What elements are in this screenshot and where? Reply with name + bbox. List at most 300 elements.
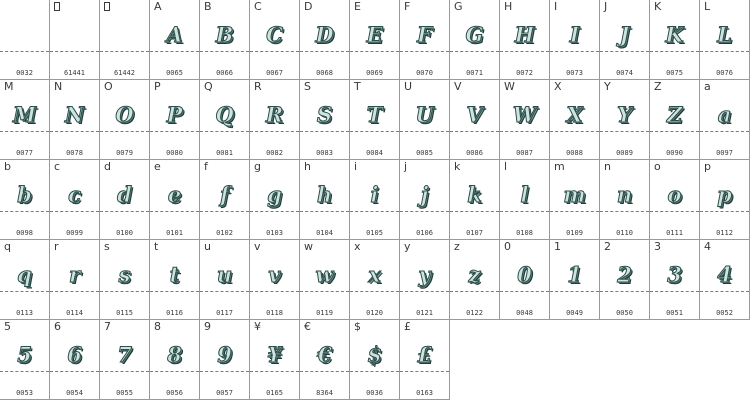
- glyph-preview: v: [268, 262, 281, 287]
- character-code: 0049: [566, 309, 583, 317]
- character-code: 0070: [416, 69, 433, 77]
- baseline-guide: [50, 211, 99, 212]
- glyph-cell[interactable]: [300, 80, 350, 160]
- glyph-preview: R: [265, 102, 284, 127]
- glyph-cell[interactable]: [0, 80, 50, 160]
- glyph-cell[interactable]: [250, 160, 300, 240]
- character-code: 0053: [16, 389, 33, 397]
- cell-character-label: A: [154, 0, 162, 13]
- glyph-cell[interactable]: [0, 160, 50, 240]
- baseline-guide: [50, 51, 99, 52]
- glyph-cell[interactable]: [600, 240, 650, 320]
- character-code: 0121: [416, 309, 433, 317]
- cell-character-label: l: [504, 160, 508, 173]
- glyph-cell[interactable]: [500, 80, 550, 160]
- cell-character-label: Q: [204, 80, 213, 93]
- baseline-guide: [0, 131, 49, 132]
- cell-character-label: a: [704, 80, 711, 93]
- cell-character-label: ¥: [254, 320, 261, 333]
- glyph-preview: O: [115, 102, 134, 127]
- cell-character-label: q: [4, 240, 11, 253]
- character-code: 0113: [16, 309, 33, 317]
- glyph-cell[interactable]: [200, 80, 250, 160]
- cell-character-label: f: [204, 160, 208, 173]
- glyph-cell[interactable]: [100, 320, 150, 400]
- glyph-cell[interactable]: [50, 240, 100, 320]
- baseline-guide: [150, 51, 199, 52]
- glyph-cell[interactable]: [50, 320, 100, 400]
- glyph-preview: f: [219, 182, 230, 207]
- glyph-cell[interactable]: [400, 80, 450, 160]
- cell-character-label: 0: [504, 240, 511, 253]
- character-code: 0082: [266, 149, 283, 157]
- glyph-cell[interactable]: [550, 0, 600, 80]
- baseline-guide: [600, 291, 649, 292]
- glyph-preview: M: [12, 102, 37, 127]
- baseline-guide: [50, 131, 99, 132]
- character-code: 0081: [216, 149, 233, 157]
- character-code: 0122: [466, 309, 483, 317]
- baseline-guide: [350, 131, 399, 132]
- character-code: 0117: [216, 309, 233, 317]
- glyph-cell[interactable]: [150, 0, 200, 80]
- glyph-cell[interactable]: [350, 240, 400, 320]
- glyph-cell[interactable]: [700, 0, 750, 80]
- glyph-preview: l: [520, 182, 529, 207]
- glyph-cell[interactable]: [100, 160, 150, 240]
- cell-character-label: j: [404, 160, 408, 173]
- glyph-preview: y: [418, 262, 431, 287]
- cell-character-label: x: [354, 240, 361, 253]
- baseline-guide: [50, 291, 99, 292]
- glyph-preview: S: [316, 102, 333, 127]
- glyph-preview: 6: [67, 342, 82, 367]
- baseline-guide: [650, 211, 699, 212]
- character-code: 0105: [366, 229, 383, 237]
- glyph-preview: a: [717, 102, 732, 127]
- character-code: 0100: [116, 229, 133, 237]
- baseline-guide: [100, 51, 149, 52]
- glyph-preview: c: [68, 182, 81, 207]
- glyph-preview: x: [368, 262, 381, 287]
- character-code: 0065: [166, 69, 183, 77]
- character-code: 0071: [466, 69, 483, 77]
- glyph-preview: C: [266, 22, 283, 47]
- glyph-preview: 2: [617, 262, 632, 287]
- glyph-cell[interactable]: [300, 240, 350, 320]
- character-code: 0115: [116, 309, 133, 317]
- baseline-guide: [400, 291, 449, 292]
- glyph-cell[interactable]: [500, 160, 550, 240]
- cell-character-label: J: [604, 0, 608, 13]
- cell-character-label: o: [654, 160, 661, 173]
- baseline-guide: [150, 371, 199, 372]
- baseline-guide: [700, 211, 749, 212]
- glyph-preview: J: [619, 22, 630, 47]
- character-code: 0054: [66, 389, 83, 397]
- glyph-cell[interactable]: [700, 160, 750, 240]
- glyph-preview: n: [616, 182, 633, 207]
- character-code: 0085: [416, 149, 433, 157]
- character-code: 0056: [166, 389, 183, 397]
- cell-character-label: r: [54, 240, 59, 253]
- cell-character-label: [104, 1, 110, 13]
- character-code: 0119: [316, 309, 333, 317]
- baseline-guide: [350, 211, 399, 212]
- baseline-guide: [400, 51, 449, 52]
- cell-character-label: E: [354, 0, 361, 13]
- glyph-cell[interactable]: [550, 240, 600, 320]
- baseline-guide: [400, 371, 449, 372]
- cell-character-label: y: [404, 240, 411, 253]
- glyph-cell[interactable]: [100, 80, 150, 160]
- character-code: 0051: [666, 309, 683, 317]
- character-code: 8364: [316, 389, 333, 397]
- glyph-preview: Q: [215, 102, 234, 127]
- glyph-cell[interactable]: [250, 320, 300, 400]
- cell-character-label: u: [204, 240, 211, 253]
- character-code: 0163: [416, 389, 433, 397]
- glyph-cell[interactable]: [650, 80, 700, 160]
- cell-character-label: 1: [554, 240, 561, 253]
- baseline-guide: [100, 371, 149, 372]
- glyph-cell[interactable]: [650, 240, 700, 320]
- cell-character-label: L: [704, 0, 711, 13]
- cell-character-label: c: [54, 160, 61, 173]
- glyph-cell[interactable]: [650, 160, 700, 240]
- glyph-preview: s: [118, 262, 131, 287]
- glyph-cell[interactable]: [100, 240, 150, 320]
- character-code: 0067: [266, 69, 283, 77]
- cell-character-label: F: [404, 0, 411, 13]
- glyph-cell[interactable]: [400, 0, 450, 80]
- character-code: 0116: [166, 309, 183, 317]
- glyph-cell[interactable]: [250, 0, 300, 80]
- glyph-cell[interactable]: [650, 0, 700, 80]
- character-code: 0057: [216, 389, 233, 397]
- cell-character-label: D: [304, 0, 313, 13]
- character-code: 0088: [566, 149, 583, 157]
- character-code: 61441: [63, 69, 86, 77]
- glyph-preview: I: [569, 22, 580, 47]
- cell-character-label: Z: [654, 80, 662, 93]
- glyph-cell[interactable]: [700, 240, 750, 320]
- glyph-cell[interactable]: [350, 320, 400, 400]
- cell-character-label: h: [304, 160, 311, 173]
- baseline-guide: [200, 211, 249, 212]
- glyph-cell[interactable]: [300, 0, 350, 80]
- baseline-guide: [600, 51, 649, 52]
- glyph-preview: p: [717, 182, 732, 207]
- cell-character-label: N: [54, 80, 63, 93]
- character-code: 0106: [416, 229, 433, 237]
- cell-character-label: B: [204, 0, 212, 13]
- character-code: 0069: [366, 69, 383, 77]
- baseline-guide: [250, 131, 299, 132]
- baseline-guide: [50, 371, 99, 372]
- baseline-guide: [300, 291, 349, 292]
- cell-character-label: k: [454, 160, 461, 173]
- baseline-guide: [200, 131, 249, 132]
- baseline-guide: [350, 371, 399, 372]
- baseline-guide: [350, 51, 399, 52]
- glyph-preview: 0: [517, 262, 532, 287]
- character-code: 0109: [566, 229, 583, 237]
- character-code: 0076: [716, 69, 733, 77]
- baseline-guide: [550, 131, 599, 132]
- character-code: 0083: [316, 149, 333, 157]
- glyph-cell[interactable]: [50, 0, 100, 80]
- glyph-preview: w: [315, 262, 334, 287]
- baseline-guide: [250, 211, 299, 212]
- glyph-cell[interactable]: [350, 0, 400, 80]
- glyph-preview: P: [166, 102, 183, 127]
- glyph-cell[interactable]: [0, 0, 50, 80]
- glyph-preview: m: [563, 182, 586, 207]
- glyph-preview: z: [468, 262, 481, 287]
- glyph-cell[interactable]: [500, 240, 550, 320]
- cell-character-label: Y: [604, 80, 611, 93]
- glyph-preview: ¥: [267, 342, 282, 367]
- glyph-cell[interactable]: [550, 80, 600, 160]
- baseline-guide: [650, 131, 699, 132]
- cell-character-label: H: [504, 0, 513, 13]
- character-code: 0090: [666, 149, 683, 157]
- baseline-guide: [450, 131, 499, 132]
- character-code: 0032: [16, 69, 33, 77]
- glyph-preview: Y: [617, 102, 632, 127]
- glyph-cell[interactable]: [450, 80, 500, 160]
- baseline-guide: [500, 211, 549, 212]
- character-code: 0120: [366, 309, 383, 317]
- glyph-cell[interactable]: [400, 240, 450, 320]
- glyph-cell[interactable]: [0, 240, 50, 320]
- baseline-guide: [650, 291, 699, 292]
- cell-character-label: 9: [204, 320, 211, 333]
- baseline-guide: [300, 371, 349, 372]
- glyph-cell[interactable]: [250, 240, 300, 320]
- character-code: 0073: [566, 69, 583, 77]
- baseline-guide: [500, 131, 549, 132]
- character-code: 0074: [616, 69, 633, 77]
- glyph-cell[interactable]: [450, 0, 500, 80]
- glyph-preview: e: [167, 182, 182, 207]
- cell-character-label: z: [454, 240, 460, 253]
- glyph-cell[interactable]: [600, 0, 650, 80]
- character-code: 0112: [716, 229, 733, 237]
- baseline-guide: [700, 291, 749, 292]
- baseline-guide: [250, 371, 299, 372]
- cell-character-label: S: [304, 80, 311, 93]
- character-code: 0079: [116, 149, 133, 157]
- cell-character-label: 4: [704, 240, 711, 253]
- glyph-preview: N: [64, 102, 85, 127]
- baseline-guide: [100, 131, 149, 132]
- baseline-guide: [450, 51, 499, 52]
- baseline-guide: [0, 371, 49, 372]
- baseline-guide: [0, 211, 49, 212]
- cell-character-label: p: [704, 160, 711, 173]
- cell-character-label: 5: [4, 320, 11, 333]
- glyph-preview: r: [68, 262, 81, 287]
- character-code: 0080: [166, 149, 183, 157]
- baseline-guide: [100, 291, 149, 292]
- character-code: 0055: [116, 389, 133, 397]
- glyph-preview: D: [315, 22, 334, 47]
- glyph-preview: A: [166, 22, 183, 47]
- glyph-cell[interactable]: [150, 160, 200, 240]
- baseline-guide: [450, 211, 499, 212]
- character-code: 0107: [466, 229, 483, 237]
- character-code: 61442: [113, 69, 136, 77]
- baseline-guide: [350, 291, 399, 292]
- character-code: 0075: [666, 69, 683, 77]
- glyph-cell[interactable]: [200, 320, 250, 400]
- missing-glyph-box-icon: [54, 2, 60, 11]
- cell-character-label: £: [404, 320, 411, 333]
- glyph-preview: $: [367, 342, 382, 367]
- baseline-guide: [450, 291, 499, 292]
- glyph-preview: 9: [217, 342, 232, 367]
- cell-character-label: T: [354, 80, 361, 93]
- missing-glyph-box-icon: [104, 2, 110, 11]
- glyph-preview: d: [117, 182, 132, 207]
- glyph-cell[interactable]: [300, 320, 350, 400]
- character-code: 0084: [366, 149, 383, 157]
- baseline-guide: [550, 51, 599, 52]
- baseline-guide: [150, 291, 199, 292]
- cell-character-label: O: [104, 80, 113, 93]
- cell-character-label: W: [504, 80, 515, 93]
- glyph-cell[interactable]: [150, 240, 200, 320]
- glyph-preview: V: [466, 102, 483, 127]
- baseline-guide: [250, 51, 299, 52]
- character-code: 0110: [616, 229, 633, 237]
- glyph-preview: 7: [117, 342, 132, 367]
- baseline-guide: [150, 131, 199, 132]
- cell-character-label: d: [104, 160, 111, 173]
- character-code: 0098: [16, 229, 33, 237]
- character-code: 0101: [166, 229, 183, 237]
- glyph-cell[interactable]: [500, 0, 550, 80]
- baseline-guide: [500, 51, 549, 52]
- glyph-preview: T: [366, 102, 383, 127]
- glyph-cell[interactable]: [300, 160, 350, 240]
- character-code: 0087: [516, 149, 533, 157]
- cell-character-label: [54, 1, 60, 13]
- cell-character-label: V: [454, 80, 462, 93]
- glyph-cell[interactable]: [550, 160, 600, 240]
- character-code: 0099: [66, 229, 83, 237]
- glyph-preview: q: [17, 262, 32, 287]
- character-code: 0102: [216, 229, 233, 237]
- glyph-cell[interactable]: [50, 160, 100, 240]
- baseline-guide: [300, 131, 349, 132]
- character-code: 0077: [16, 149, 33, 157]
- glyph-preview: L: [717, 22, 732, 47]
- glyph-cell[interactable]: [450, 160, 500, 240]
- glyph-cell[interactable]: [600, 80, 650, 160]
- baseline-guide: [300, 51, 349, 52]
- character-code: 0104: [316, 229, 333, 237]
- glyph-cell[interactable]: [400, 160, 450, 240]
- glyph-cell[interactable]: [200, 160, 250, 240]
- glyph-preview: £: [417, 342, 432, 367]
- glyph-preview: G: [465, 22, 484, 47]
- cell-character-label: 8: [154, 320, 161, 333]
- character-code: 0052: [716, 309, 733, 317]
- baseline-guide: [600, 211, 649, 212]
- glyph-preview: k: [467, 182, 482, 207]
- glyph-cell[interactable]: [200, 0, 250, 80]
- cell-character-label: U: [404, 80, 413, 93]
- glyph-preview: K: [665, 22, 684, 47]
- glyph-preview: 1: [567, 262, 582, 287]
- glyph-cell[interactable]: [600, 160, 650, 240]
- cell-character-label: g: [254, 160, 261, 173]
- glyph-preview: H: [514, 22, 535, 47]
- glyph-cell[interactable]: [0, 320, 50, 400]
- baseline-guide: [0, 291, 49, 292]
- glyph-preview: W: [512, 102, 537, 127]
- glyph-cell[interactable]: [350, 80, 400, 160]
- glyph-preview: 4: [717, 262, 732, 287]
- glyph-preview: i: [370, 182, 379, 207]
- cell-character-label: C: [254, 0, 262, 13]
- cell-character-label: e: [154, 160, 161, 173]
- glyph-preview: g: [267, 182, 282, 207]
- glyph-preview: €: [317, 342, 332, 367]
- glyph-cell[interactable]: [250, 80, 300, 160]
- glyph-cell[interactable]: [400, 320, 450, 400]
- cell-character-label: G: [454, 0, 463, 13]
- cell-character-label: $: [354, 320, 361, 333]
- glyph-preview: o: [667, 182, 682, 207]
- character-code: 0097: [716, 149, 733, 157]
- glyph-cell[interactable]: [450, 240, 500, 320]
- character-code: 0089: [616, 149, 633, 157]
- baseline-guide: [200, 371, 249, 372]
- baseline-guide: [300, 211, 349, 212]
- glyph-cell[interactable]: [50, 80, 100, 160]
- cell-character-label: 7: [104, 320, 111, 333]
- cell-character-label: 6: [54, 320, 61, 333]
- character-code: 0068: [316, 69, 333, 77]
- glyph-cell[interactable]: [150, 320, 200, 400]
- glyph-preview: E: [366, 22, 383, 47]
- character-code: 0086: [466, 149, 483, 157]
- glyph-preview: Z: [666, 102, 683, 127]
- glyph-cell[interactable]: [100, 0, 150, 80]
- glyph-preview: 8: [167, 342, 182, 367]
- glyph-cell[interactable]: [350, 160, 400, 240]
- glyph-cell[interactable]: [200, 240, 250, 320]
- cell-character-label: v: [254, 240, 261, 253]
- cell-character-label: 3: [654, 240, 661, 253]
- baseline-guide: [150, 211, 199, 212]
- baseline-guide: [200, 51, 249, 52]
- cell-character-label: s: [104, 240, 110, 253]
- character-code: 0036: [366, 389, 383, 397]
- glyph-preview: U: [415, 102, 434, 127]
- character-code: 0114: [66, 309, 83, 317]
- glyph-preview: j: [420, 182, 429, 207]
- cell-character-label: i: [354, 160, 358, 173]
- glyph-cell[interactable]: [700, 80, 750, 160]
- baseline-guide: [100, 211, 149, 212]
- glyph-cell[interactable]: [150, 80, 200, 160]
- cell-character-label: P: [154, 80, 161, 93]
